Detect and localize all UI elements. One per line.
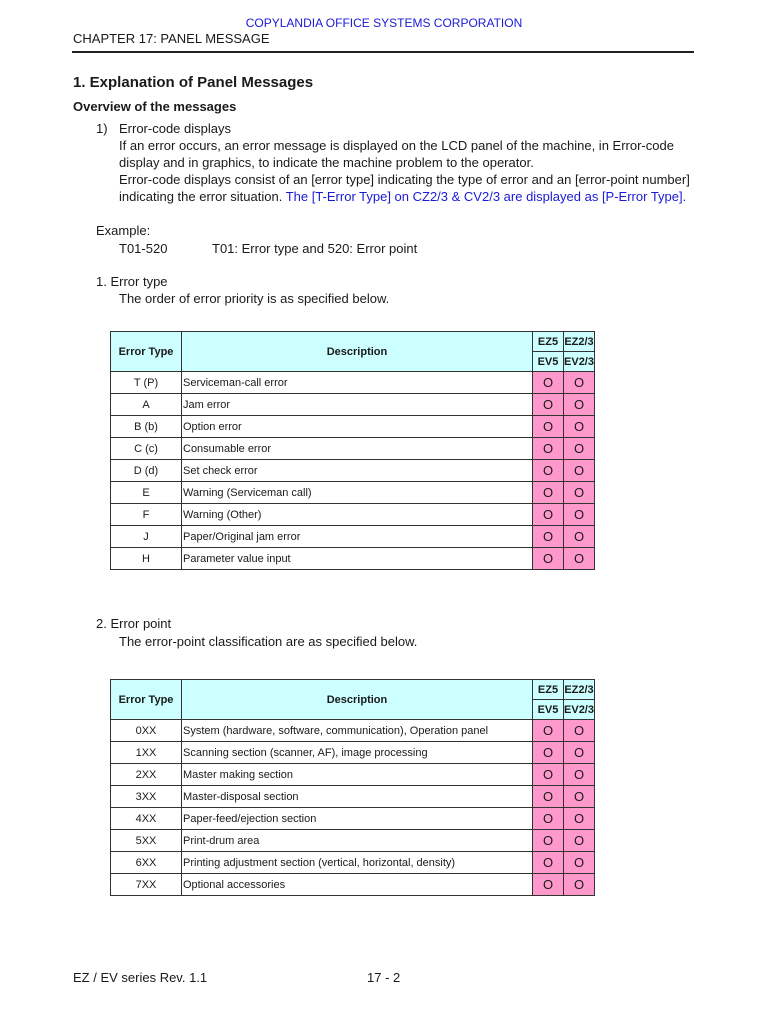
table-row xyxy=(111,786,595,808)
error-type-cell: 4XX xyxy=(111,808,182,830)
table-row xyxy=(111,852,595,874)
ez23-ev23-mark: O xyxy=(564,720,595,742)
footer-series: EZ / EV series Rev. 1.1 xyxy=(73,970,208,985)
error-type-cell: 3XX xyxy=(111,786,182,808)
error-type-cell: C (c) xyxy=(111,438,182,460)
error-type-cell: 2XX xyxy=(111,764,182,786)
table-row xyxy=(111,874,595,896)
paragraph-1: If an error occurs, an error message is displayed on the LCD panel of the machine, in Error-code display and in graphics, to indicate the machine problem to the operator. xyxy=(119,138,674,170)
section-title: 1. Explanation of Panel Messages xyxy=(73,74,314,91)
ez23-ev23-mark: O xyxy=(564,438,595,460)
description-cell: Jam error xyxy=(182,394,533,416)
table-header-ev23: EV2/3 xyxy=(564,352,595,372)
table-row xyxy=(111,720,595,742)
table-header-description: Description xyxy=(182,680,533,720)
ez5-ev5-mark: O xyxy=(533,482,564,504)
ez23-ev23-mark: O xyxy=(564,548,595,570)
error-type-cell: 5XX xyxy=(111,830,182,852)
error-type-table-body xyxy=(111,372,595,570)
error-point-table xyxy=(110,679,595,896)
section-subtitle: Overview of the messages xyxy=(73,99,237,114)
paragraph-2-note: The [T-Error Type] on CZ2/3 & CV2/3 are displayed as [P-Error Type]. xyxy=(285,189,687,204)
header-rule xyxy=(72,51,694,53)
error-type-heading: 1. Error type xyxy=(96,274,168,289)
table-header-type: Error Type xyxy=(111,332,182,372)
table-row xyxy=(111,742,595,764)
ez5-ev5-mark: O xyxy=(533,742,564,764)
error-type-cell: 1XX xyxy=(111,742,182,764)
description-cell: Set check error xyxy=(182,460,533,482)
error-type-cell: B (b) xyxy=(111,416,182,438)
description-cell: System (hardware, software, communication), Operation panel xyxy=(182,720,533,742)
description-cell: Scanning section (scanner, AF), image processing xyxy=(182,742,533,764)
item-number: 1) xyxy=(96,121,108,136)
error-type-table xyxy=(110,331,595,570)
ez23-ev23-mark: O xyxy=(564,416,595,438)
description-cell: Printing adjustment section (vertical, horizontal, density) xyxy=(182,852,533,874)
paragraph-2-text: indicating the error situation. xyxy=(119,189,283,204)
ez23-ev23-mark: O xyxy=(564,808,595,830)
table-header-ez23: EZ2/3 xyxy=(564,332,595,352)
ez5-ev5-mark: O xyxy=(533,438,564,460)
error-type-cell: 0XX xyxy=(111,720,182,742)
table-header-ev23: EV2/3 xyxy=(564,700,595,720)
company-name: COPYLANDIA OFFICE SYSTEMS CORPORATION xyxy=(245,16,523,30)
table-header-ez23: EZ2/3 xyxy=(564,680,595,700)
ez23-ev23-mark: O xyxy=(564,482,595,504)
ez5-ev5-mark: O xyxy=(533,460,564,482)
paragraph-2-line-2 xyxy=(119,188,686,205)
table-row xyxy=(111,416,595,438)
error-point-heading: 2. Error point xyxy=(96,616,172,631)
table-row xyxy=(111,548,595,570)
ez5-ev5-mark: O xyxy=(533,416,564,438)
ez23-ev23-mark: O xyxy=(564,526,595,548)
table-row xyxy=(111,372,595,394)
table-header-ez5: EZ5 xyxy=(533,332,564,352)
description-cell: Master making section xyxy=(182,764,533,786)
ez23-ev23-mark: O xyxy=(564,504,595,526)
ez5-ev5-mark: O xyxy=(533,720,564,742)
error-type-description: The order of error priority is as specified below. xyxy=(119,291,390,306)
description-cell: Option error xyxy=(182,416,533,438)
table-header-ev5: EV5 xyxy=(533,352,564,372)
table-header-ez5: EZ5 xyxy=(533,680,564,700)
ez5-ev5-mark: O xyxy=(533,830,564,852)
description-cell: Optional accessories xyxy=(182,874,533,896)
ez5-ev5-mark: O xyxy=(533,372,564,394)
ez23-ev23-mark: O xyxy=(564,830,595,852)
chapter-title: CHAPTER 17: PANEL MESSAGE xyxy=(73,31,270,46)
table-row xyxy=(111,830,595,852)
error-type-cell: T (P) xyxy=(111,372,182,394)
example-description: T01: Error type and 520: Error point xyxy=(212,241,418,256)
error-type-cell: E xyxy=(111,482,182,504)
error-type-cell: A xyxy=(111,394,182,416)
table-header-description: Description xyxy=(182,332,533,372)
ez5-ev5-mark: O xyxy=(533,874,564,896)
error-type-cell: D (d) xyxy=(111,460,182,482)
ez23-ev23-mark: O xyxy=(564,742,595,764)
table-row xyxy=(111,808,595,830)
ez5-ev5-mark: O xyxy=(533,548,564,570)
item-title: Error-code displays xyxy=(119,121,231,136)
description-cell: Print-drum area xyxy=(182,830,533,852)
ez23-ev23-mark: O xyxy=(564,394,595,416)
ez23-ev23-mark: O xyxy=(564,874,595,896)
ez23-ev23-mark: O xyxy=(564,852,595,874)
description-cell: Warning (Other) xyxy=(182,504,533,526)
error-type-cell: J xyxy=(111,526,182,548)
table-row xyxy=(111,504,595,526)
error-type-cell: F xyxy=(111,504,182,526)
paragraph-2-line-1: Error-code displays consist of an [error type] indicating the type of error and an [error-point number] xyxy=(119,172,690,187)
description-cell: Paper-feed/ejection section xyxy=(182,808,533,830)
footer-page-number: 17 - 2 xyxy=(367,970,401,985)
table-row xyxy=(111,460,595,482)
ez23-ev23-mark: O xyxy=(564,460,595,482)
ez5-ev5-mark: O xyxy=(533,852,564,874)
ez5-ev5-mark: O xyxy=(533,526,564,548)
error-point-table-body xyxy=(111,720,595,896)
ez23-ev23-mark: O xyxy=(564,372,595,394)
table-row xyxy=(111,482,595,504)
description-cell: Paper/Original jam error xyxy=(182,526,533,548)
table-row xyxy=(111,764,595,786)
example-code: T01-520 xyxy=(119,241,168,256)
error-point-description: The error-point classification are as specified below. xyxy=(119,634,418,649)
error-type-cell: 6XX xyxy=(111,852,182,874)
ez5-ev5-mark: O xyxy=(533,504,564,526)
table-header-ev5: EV5 xyxy=(533,700,564,720)
table-header-type: Error Type xyxy=(111,680,182,720)
ez5-ev5-mark: O xyxy=(533,808,564,830)
description-cell: Consumable error xyxy=(182,438,533,460)
ez23-ev23-mark: O xyxy=(564,786,595,808)
example-label: Example: xyxy=(96,223,151,238)
error-type-cell: H xyxy=(111,548,182,570)
ez23-ev23-mark: O xyxy=(564,764,595,786)
ez5-ev5-mark: O xyxy=(533,764,564,786)
ez5-ev5-mark: O xyxy=(533,786,564,808)
table-row xyxy=(111,438,595,460)
table-row xyxy=(111,526,595,548)
description-cell: Serviceman-call error xyxy=(182,372,533,394)
error-type-cell: 7XX xyxy=(111,874,182,896)
description-cell: Warning (Serviceman call) xyxy=(182,482,533,504)
table-row xyxy=(111,394,595,416)
description-cell: Master-disposal section xyxy=(182,786,533,808)
description-cell: Parameter value input xyxy=(182,548,533,570)
ez5-ev5-mark: O xyxy=(533,394,564,416)
